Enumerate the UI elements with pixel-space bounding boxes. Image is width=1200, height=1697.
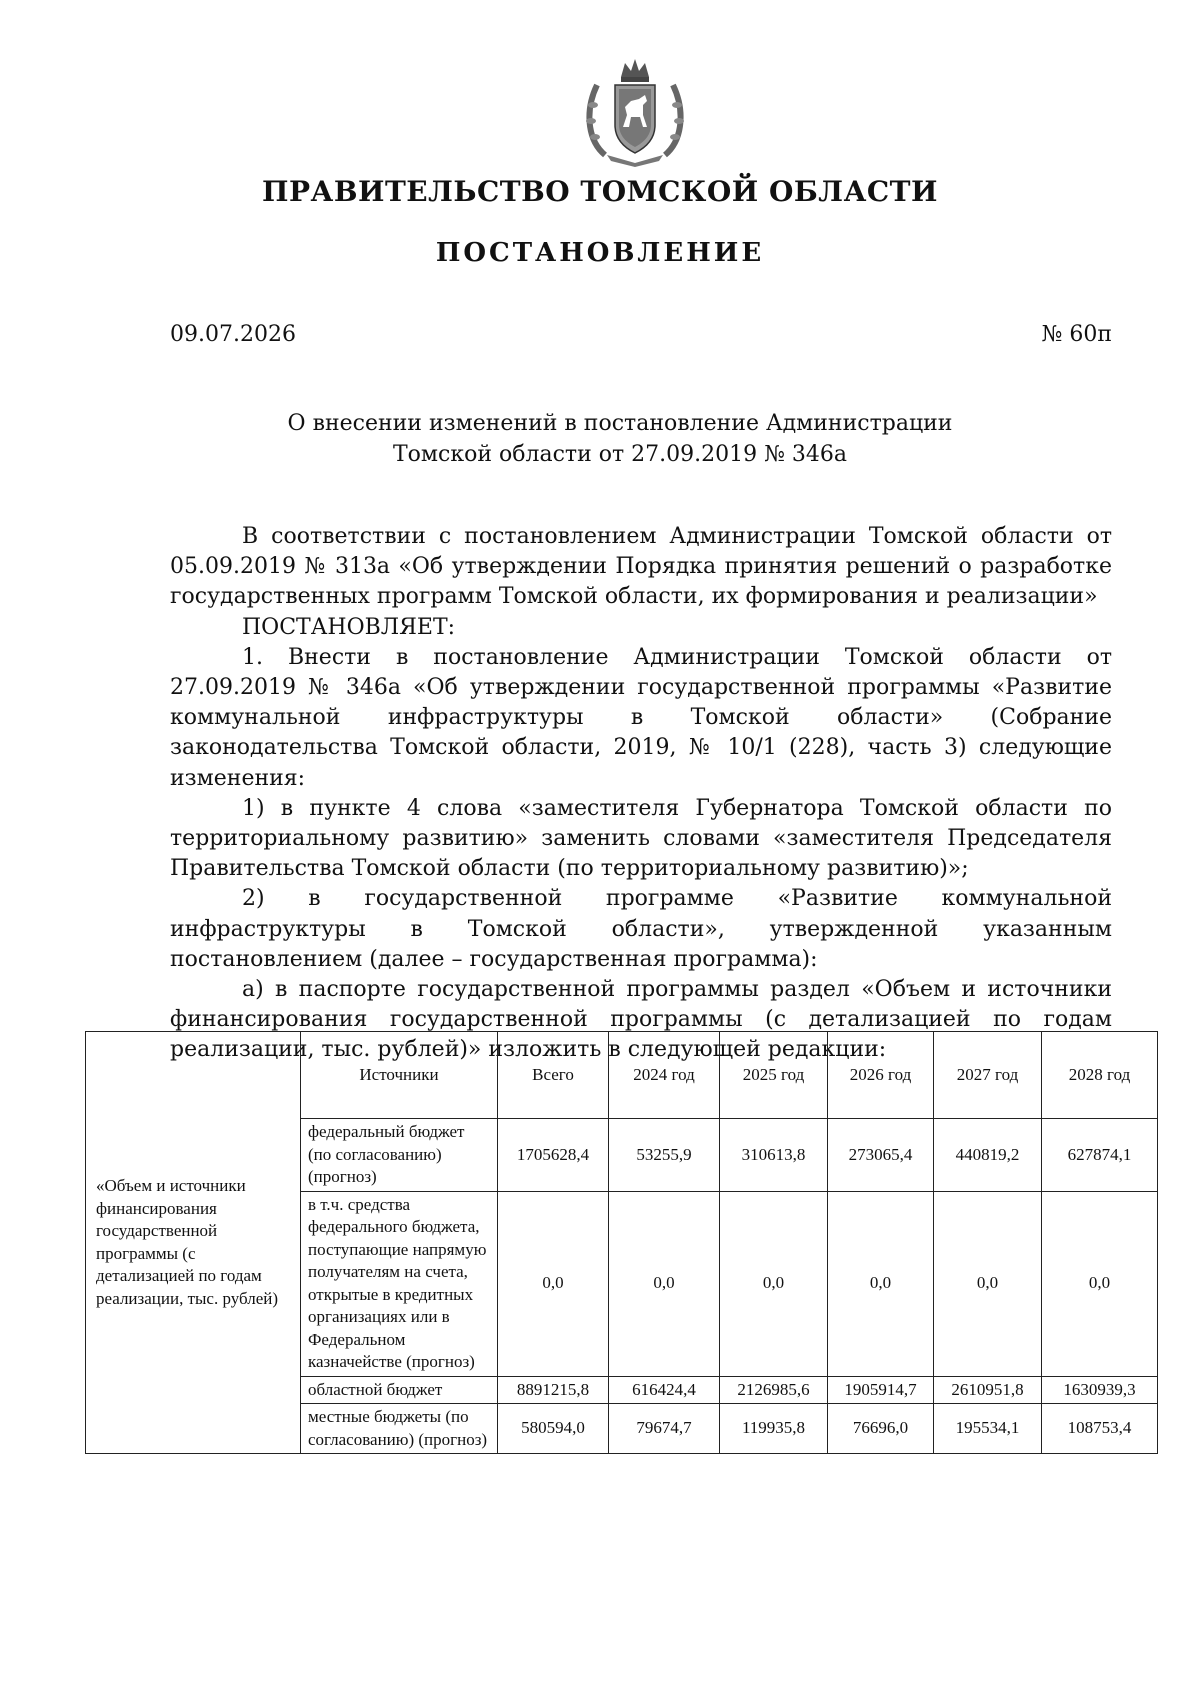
document-number: № 60п <box>1041 322 1112 347</box>
value-cell: 0,0 <box>828 1191 934 1376</box>
value-cell: 0,0 <box>720 1191 828 1376</box>
source-cell: федеральный бюджет (по согласованию) (прогноз) <box>301 1119 498 1192</box>
row-label-cell: «Объем и источники финансирования государственной программы (с детализацией по годам реализации, тыс. рублей) <box>86 1032 301 1454</box>
header-2024: 2024 год <box>609 1032 720 1119</box>
value-cell: 616424,4 <box>609 1376 720 1404</box>
value-cell: 0,0 <box>934 1191 1042 1376</box>
paragraph-subitem-a: а) в паспорте государственной программы раздел «Объем и источники финансирования государственной программы (с детализацией по годам реализации, тыс. рублей)» изложить в следующей редакции: <box>170 977 1112 1063</box>
financing-table <box>85 1031 1158 1454</box>
paragraph-resolves: ПОСТАНОВЛЯЕТ: <box>242 614 456 640</box>
value-cell: 8891215,8 <box>498 1376 609 1404</box>
paragraph-subitem-1: 1) в пункте 4 слова «заместителя Губернатора Томской области по территориальному развитию» заменить словами «заместителя Председателя Правительства Томской области (по территориальному развитию)»; <box>170 795 1112 882</box>
value-cell: 2126985,6 <box>720 1376 828 1404</box>
source-cell: местные бюджеты (по согласованию) (прогноз) <box>301 1404 498 1454</box>
header-2028: 2028 год <box>1042 1032 1158 1119</box>
coat-of-arms-icon <box>585 55 685 167</box>
value-cell: 0,0 <box>498 1191 609 1376</box>
document-type: ПОСТАНОВЛЕНИЕ <box>435 238 765 268</box>
header-2026: 2026 год <box>828 1032 934 1119</box>
paragraph-item-1: 1. Внести в постановление Администрации Томской области от 27.09.2019 № 346а «Об утверждении государственной программы «Развитие коммунальной инфраструктуры в Томской области» (Собрание законодательства Томской области, 2019, № 10/1 (228), часть 3) следующие изменения: <box>170 644 1112 791</box>
value-cell: 195534,1 <box>934 1404 1042 1454</box>
value-cell: 119935,8 <box>720 1404 828 1454</box>
source-cell: областной бюджет <box>301 1376 498 1404</box>
table-header-row <box>86 1032 1158 1119</box>
header-sources: Источники <box>301 1032 498 1119</box>
paragraph-preamble: В соответствии с постановлением Администрации Томской области от 05.09.2019 № 313а «Об утверждении Порядка принятия решений о разработке государственных программ Томской области, их формирования и реализации» <box>170 524 1112 610</box>
header-2027: 2027 год <box>934 1032 1042 1119</box>
document-subject <box>200 408 1040 470</box>
document-body <box>170 522 1112 1066</box>
value-cell: 627874,1 <box>1042 1119 1158 1192</box>
value-cell: 2610951,8 <box>934 1376 1042 1404</box>
document-date: 09.07.2026 <box>170 322 296 347</box>
government-title: ПРАВИТЕЛЬСТВО ТОМСКОЙ ОБЛАСТИ <box>262 175 938 208</box>
value-cell: 580594,0 <box>498 1404 609 1454</box>
paragraph-subitem-2: 2) в государственной программе «Развитие коммунальной инфраструктуры в Томской области», утвержденной указанным постановлением (далее – государственная программа): <box>170 886 1112 972</box>
value-cell: 76696,0 <box>828 1404 934 1454</box>
value-cell: 1705628,4 <box>498 1119 609 1192</box>
value-cell: 108753,4 <box>1042 1404 1158 1454</box>
value-cell: 0,0 <box>609 1191 720 1376</box>
subject-line-1: О внесении изменений в постановление Администрации <box>287 411 953 436</box>
header-total: Всего <box>498 1032 609 1119</box>
source-cell: в т.ч. средства федерального бюджета, поступающие напрямую получателям на счета, открытые в кредитных организациях или в Федеральном казначействе (прогноз) <box>301 1191 498 1376</box>
value-cell: 440819,2 <box>934 1119 1042 1192</box>
subject-line-2: Томской области от 27.09.2019 № 346а <box>392 442 848 467</box>
value-cell: 1630939,3 <box>1042 1376 1158 1404</box>
value-cell: 79674,7 <box>609 1404 720 1454</box>
value-cell: 1905914,7 <box>828 1376 934 1404</box>
value-cell: 273065,4 <box>828 1119 934 1192</box>
header-2025: 2025 год <box>720 1032 828 1119</box>
value-cell: 310613,8 <box>720 1119 828 1192</box>
value-cell: 53255,9 <box>609 1119 720 1192</box>
value-cell: 0,0 <box>1042 1191 1158 1376</box>
